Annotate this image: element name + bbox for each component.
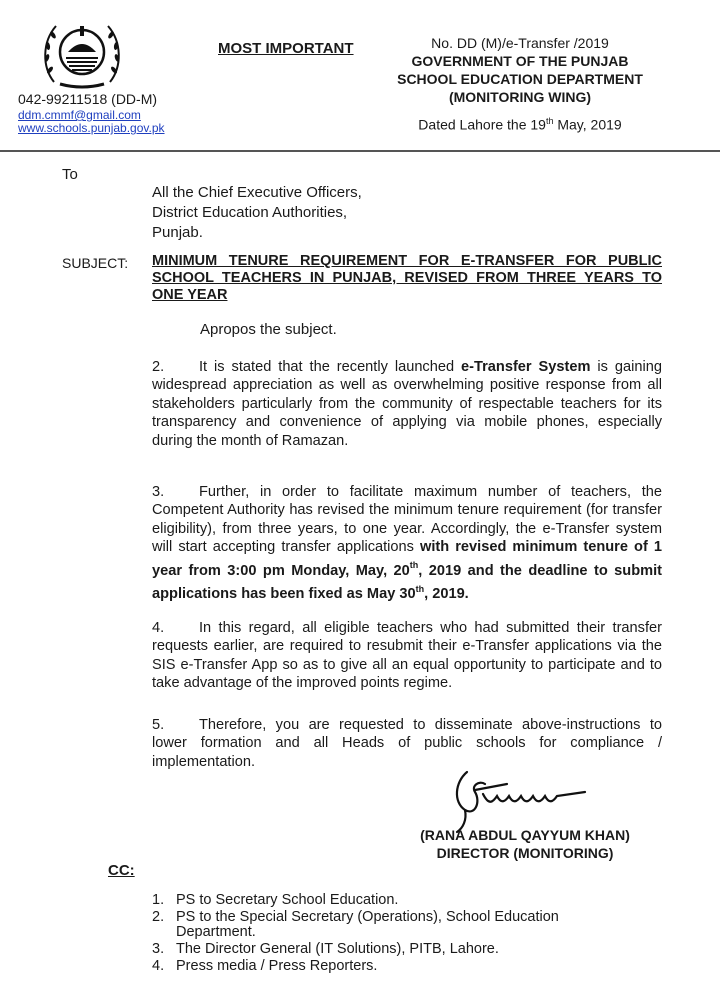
cc-item: 4. Press media / Press Reporters. [152,958,378,974]
website-link[interactable]: www.schools.punjab.gov.pk [18,121,165,135]
government-name: GOVERNMENT OF THE PUNJAB [411,53,629,69]
addressee-block [152,183,362,243]
addressee-line: District Education Authorities, [152,204,348,221]
signatory-name: (RANA ABDUL QAYYUM KHAN) [420,827,630,843]
paragraph-4: 4. In this regard, all eligible teachers who had submitted their transfer requests earlier, are required to resubmit their e-Transfer applications via the SIS e-Transfer App so as to give all an equal opportunity to participate and to take advantage of the improved points regime. [152,620,662,692]
paragraph-2: 2. It is stated that the recently launched e-Transfer System is gaining widespread appreciation as well as overwhelming positive response from all stakeholders particularly from the community of respectable teachers for its transparency and convenience of applying via mobile phones, especially during the month of Ramazan. [152,359,662,449]
paragraph-5: 5. Therefore, you are requested to disseminate above-instructions to lower formation and all Heads of public schools for compliance / implementation. [152,717,662,770]
department-name: SCHOOL EDUCATION DEPARTMENT [397,71,643,87]
signatory-block [405,826,645,862]
cc-label: CC: [108,862,135,879]
addressee-line: Punjab. [152,224,203,241]
most-important-heading: MOST IMPORTANT [218,40,354,57]
cc-item: 1. PS to Secretary School Education. [152,892,399,908]
subject-label: SUBJECT: [62,255,129,271]
subject-text: MINIMUM TENURE REQUIREMENT FOR E-TRANSFER FOR PUBLIC SCHOOL TEACHERS IN PUNJAB, REVISED FROM THREE YEARS TO ONE YEAR [152,253,662,303]
punjab-government-logo [40,12,124,92]
reference-number: No. DD (M)/e-Transfer /2019 [431,35,609,51]
signatory-title: DIRECTOR (MONITORING) [436,845,614,861]
apropos-line: Apropos the subject. [200,321,337,338]
addressee-line: All the Chief Executive Officers, [152,184,362,201]
cc-item: 3. The Director General (IT Solutions), PITB, Lahore. [152,941,499,957]
to-label: To [62,166,78,183]
header-divider [0,150,720,152]
date-line: Dated Lahore the 19th May, 2019 [418,116,622,133]
cc-item: 2. PS to the Special Secretary (Operations), School Education Department. [152,909,559,940]
cc-list [152,893,622,976]
phone-number: 042-99211518 (DD-M) [18,91,158,107]
paragraph-3: 3. Further, in order to facilitate maximum number of teachers, the Competent Authority has revised the minimum tenure requirement (for transfer eligibility), from three years, to one year. Accordingly, the e-Transfer system will start accepting transfer applications with revised minimum tenure of 1 year from 3:00 pm Monday, May, 20th, 2019 and the deadline to submit applications has been fixed as May 30th, 2019. [152,484,662,602]
wing-name: (MONITORING WING) [448,89,592,105]
contact-block [18,92,165,135]
email-link[interactable]: ddm.cmmf@gmail.com [18,108,141,122]
reference-block [370,34,670,134]
